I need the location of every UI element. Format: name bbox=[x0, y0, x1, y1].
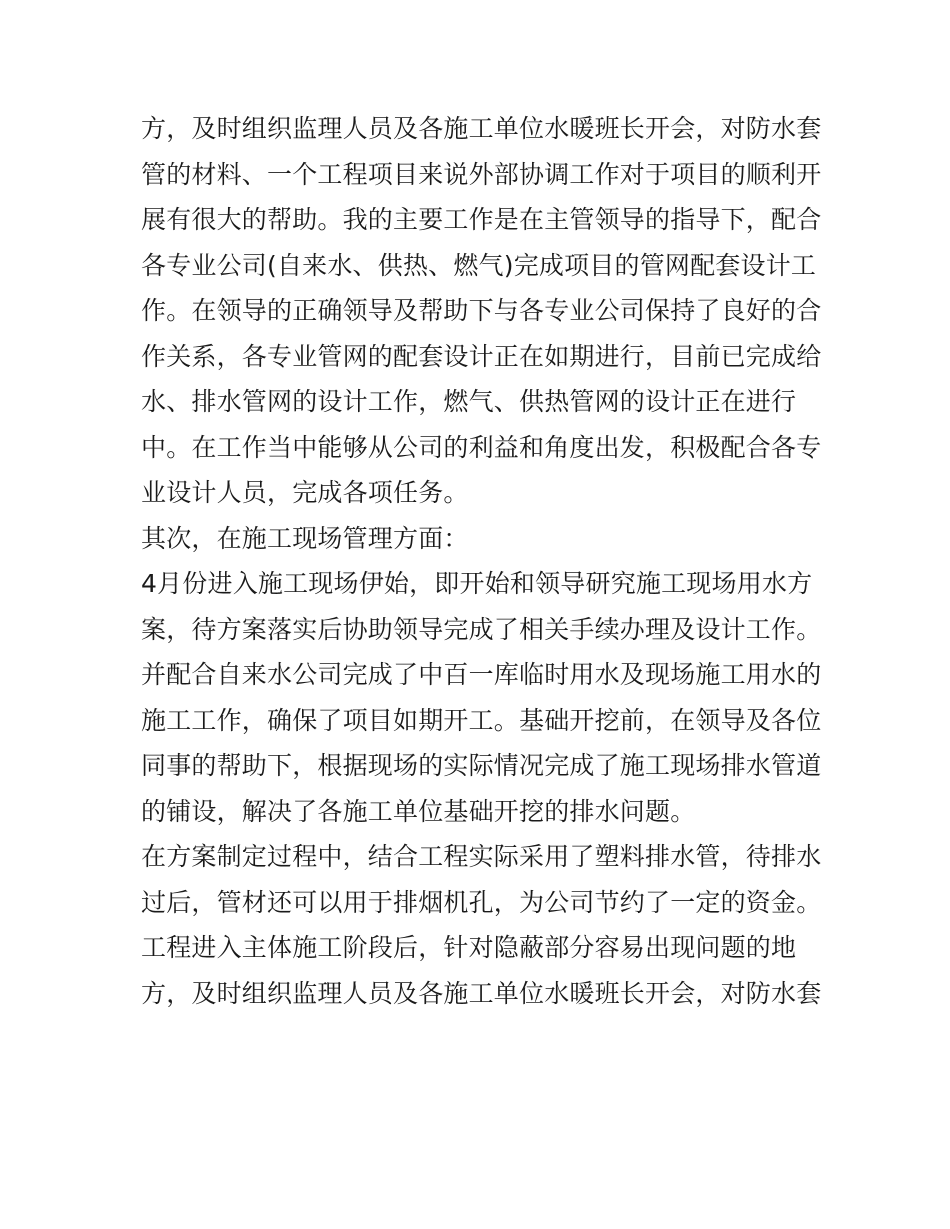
text-line: 管的材料、一个工程项目来说外部协调工作对于项目的顺利开 bbox=[141, 159, 822, 189]
text-line: 作关系，各专业管网的配套设计正在如期进行，目前已完成给 bbox=[141, 341, 822, 371]
text-line: 方，及时组织监理人员及各施工单位水暖班长开会，对防水套 bbox=[141, 978, 822, 1008]
text-line: 水、排水管网的设计工作，燃气、供热管网的设计正在进行 bbox=[141, 387, 797, 416]
text-line: 作。在领导的正确领导及帮助下与各专业公司保持了良好的合 bbox=[141, 296, 822, 325]
text-line: 案，待方案落实后协助领导完成了相关手续办理及设计工作。 bbox=[141, 614, 822, 644]
text-line: 4月份进入施工现场伊始，即开始和领导研究施工现场用水方 bbox=[141, 569, 813, 598]
text-line: 各专业公司(自来水、供热、燃气)完成项目的管网配套设计工 bbox=[141, 250, 817, 280]
text-line: 并配合自来水公司完成了中百一库临时用水及现场施工用水的 bbox=[141, 660, 822, 689]
text-line: 同事的帮助下，根据现场的实际情况完成了施工现场排水管道 bbox=[141, 751, 822, 780]
text-line: 其次，在施工现场管理方面： bbox=[141, 523, 469, 553]
text-line: 方，及时组织监理人员及各施工单位水暖班长开会，对防水套 bbox=[141, 114, 822, 143]
text-line: 中。在工作当中能够从公司的利益和角度出发，积极配合各专 bbox=[141, 432, 822, 462]
document-body bbox=[141, 106, 821, 1016]
text-line: 展有很大的帮助。我的主要工作是在主管领导的指导下，配合 bbox=[141, 205, 822, 234]
text-line: 的铺设，解决了各施工单位基础开挖的排水问题。 bbox=[141, 796, 696, 826]
text-line: 在方案制定过程中，结合工程实际采用了塑料排水管，待排水 bbox=[141, 842, 822, 871]
text-line: 工程进入主体施工阶段后，针对隐蔽部分容易出现问题的地 bbox=[141, 933, 797, 962]
text-line: 业设计人员，完成各项任务。 bbox=[141, 478, 469, 507]
text-line: 过后，管材还可以用于排烟机孔，为公司节约了一定的资金。 bbox=[141, 887, 822, 917]
text-line: 施工工作，确保了项目如期开工。基础开挖前，在领导及各位 bbox=[141, 705, 822, 735]
